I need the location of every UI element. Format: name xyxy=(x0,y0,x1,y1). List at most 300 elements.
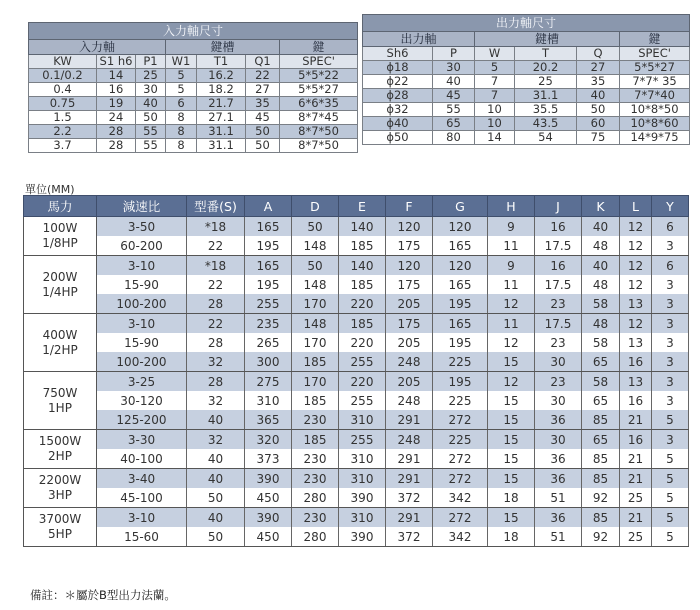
table-cell: 165 xyxy=(433,314,488,334)
table-cell: 230 xyxy=(292,410,339,430)
table-cell: ϕ18 xyxy=(363,61,433,75)
table-cell: 3 xyxy=(652,430,689,450)
table-cell: 51 xyxy=(535,527,582,547)
table-cell: 22 xyxy=(246,69,280,83)
table-row xyxy=(24,314,689,334)
table-cell: 15 xyxy=(488,391,535,410)
input-shaft-table xyxy=(28,22,358,153)
table-cell: 3-25 xyxy=(97,372,187,392)
table-cell: 40 xyxy=(187,469,245,489)
output-group-keyway: 鍵槽 xyxy=(475,32,620,47)
table-cell: 50 xyxy=(136,111,166,125)
table-cell: 170 xyxy=(292,333,339,352)
table-row xyxy=(24,256,689,276)
table-cell: 65 xyxy=(582,430,620,450)
table-cell: 10*8*60 xyxy=(620,117,690,131)
remark-note: 備註：＊屬於B型出力法蘭。 xyxy=(30,588,176,602)
power-rating-cell xyxy=(24,256,97,314)
table-cell: 5 xyxy=(652,469,689,489)
power-rating-line: 1/2HP xyxy=(42,342,78,357)
table-cell: 255 xyxy=(339,430,386,450)
power-rating-line: 750W xyxy=(42,385,78,400)
table-cell: 30 xyxy=(433,61,475,75)
table-cell: 32 xyxy=(187,430,245,450)
table-cell: 272 xyxy=(433,410,488,430)
table-cell: 225 xyxy=(433,352,488,372)
table-row xyxy=(363,103,690,117)
table-cell: 195 xyxy=(433,294,488,314)
column-header: D xyxy=(292,196,339,217)
table-cell: 30 xyxy=(535,391,582,410)
table-cell: 120 xyxy=(433,217,488,237)
table-row xyxy=(24,391,689,410)
table-cell: 22 xyxy=(187,314,245,334)
table-row xyxy=(24,333,689,352)
table-cell: 40 xyxy=(187,449,245,469)
table-cell: 17.5 xyxy=(535,314,582,334)
power-rating-line: 200W xyxy=(42,269,78,284)
power-rating-line: 2200W xyxy=(38,473,82,487)
column-header: H xyxy=(488,196,535,217)
table-cell: 3.7 xyxy=(29,139,97,153)
table-cell: 100-200 xyxy=(97,294,187,314)
table-cell: 92 xyxy=(582,527,620,547)
table-cell: 7*7*40 xyxy=(620,89,690,103)
table-cell: 21 xyxy=(620,449,652,469)
dimension-table xyxy=(23,195,689,547)
input-group-key: 鍵 xyxy=(280,40,358,55)
table-cell: 225 xyxy=(433,391,488,410)
power-rating-line: 100W xyxy=(42,221,78,235)
table-cell: 7*7* 35 xyxy=(620,75,690,89)
column-header: E xyxy=(339,196,386,217)
table-cell: 85 xyxy=(582,449,620,469)
table-cell: 125-200 xyxy=(97,410,187,430)
table-cell: 230 xyxy=(292,469,339,489)
table-cell: 10 xyxy=(475,117,515,131)
table-cell: 16 xyxy=(620,430,652,450)
table-cell: 50 xyxy=(187,527,245,547)
table-cell: *18 xyxy=(187,256,245,276)
column-header: G xyxy=(433,196,488,217)
table-row xyxy=(363,75,690,89)
power-rating-line: 3HP xyxy=(48,488,72,502)
table-cell: 55 xyxy=(136,125,166,139)
table-cell: 165 xyxy=(433,275,488,294)
table-row xyxy=(363,131,690,145)
table-cell: 28 xyxy=(97,139,136,153)
table-cell: 40 xyxy=(187,508,245,528)
output_table-header-cell: SPEC' xyxy=(620,47,690,61)
input_table-header-cell: Q1 xyxy=(246,55,280,69)
table-cell: 45 xyxy=(433,89,475,103)
table-cell: 10 xyxy=(475,103,515,117)
power-rating-cell xyxy=(24,508,97,547)
table-cell: 291 xyxy=(386,410,433,430)
table-cell: 92 xyxy=(582,488,620,508)
table-cell: 16.2 xyxy=(197,69,246,83)
table-cell: 55 xyxy=(433,103,475,117)
table-cell: 5*5*27 xyxy=(280,83,358,97)
table-cell: 291 xyxy=(386,469,433,489)
table-cell: 85 xyxy=(582,508,620,528)
table-cell: 45-100 xyxy=(97,488,187,508)
table-cell: 255 xyxy=(245,294,292,314)
table-cell: 22 xyxy=(187,236,245,256)
table-cell: 185 xyxy=(292,391,339,410)
table-cell: 120 xyxy=(386,217,433,237)
table-cell: 185 xyxy=(339,314,386,334)
table-cell: 3 xyxy=(652,352,689,372)
table-cell: 15-90 xyxy=(97,275,187,294)
power-rating-line: 1/4HP xyxy=(42,284,78,299)
table-cell: 272 xyxy=(433,449,488,469)
table-cell: 175 xyxy=(386,314,433,334)
table-cell: ϕ50 xyxy=(363,131,433,145)
table-cell: 27 xyxy=(246,83,280,97)
table-row xyxy=(29,83,358,97)
table-cell: 6*6*35 xyxy=(280,97,358,111)
table-cell: 16 xyxy=(620,391,652,410)
table-cell: 291 xyxy=(386,508,433,528)
table-cell: 185 xyxy=(339,236,386,256)
power-rating-line: 1500W xyxy=(38,434,82,448)
table-cell: 205 xyxy=(386,294,433,314)
table-cell: 21 xyxy=(620,508,652,528)
table-cell: 28 xyxy=(187,333,245,352)
output_table-header-cell: Q xyxy=(577,47,620,61)
input-group-keyway: 鍵槽 xyxy=(166,40,280,55)
table-cell: 310 xyxy=(245,391,292,410)
table-cell: 19 xyxy=(97,97,136,111)
power-rating-line: 5HP xyxy=(48,527,72,541)
column-header: J xyxy=(535,196,582,217)
table-cell: 3-10 xyxy=(97,314,187,334)
power-rating-cell xyxy=(24,430,97,469)
table-cell: 50 xyxy=(246,125,280,139)
table-cell: 30 xyxy=(535,352,582,372)
table-cell: 13 xyxy=(620,372,652,392)
table-cell: 12 xyxy=(620,236,652,256)
table-cell: 60 xyxy=(577,117,620,131)
table-cell: 40 xyxy=(187,410,245,430)
table-row xyxy=(24,527,689,547)
table-cell: 140 xyxy=(339,256,386,276)
table-cell: 265 xyxy=(245,333,292,352)
table-cell: 15 xyxy=(488,352,535,372)
table-cell: 365 xyxy=(245,410,292,430)
table-cell: 15 xyxy=(488,508,535,528)
table-cell: 8*7*45 xyxy=(280,111,358,125)
table-cell: 5 xyxy=(652,508,689,528)
table-cell: 48 xyxy=(582,236,620,256)
table-cell: 390 xyxy=(339,527,386,547)
table-cell: 205 xyxy=(386,372,433,392)
table-cell: 225 xyxy=(433,430,488,450)
table-cell: 342 xyxy=(433,488,488,508)
table-cell: 23 xyxy=(535,372,582,392)
input_table-header-cell: KW xyxy=(29,55,97,69)
table-cell: ϕ22 xyxy=(363,75,433,89)
table-row xyxy=(24,508,689,528)
table-cell: 36 xyxy=(535,469,582,489)
table-cell: 13 xyxy=(620,294,652,314)
table-cell: 16 xyxy=(535,217,582,237)
output_table-header-cell: W xyxy=(475,47,515,61)
table-cell: 280 xyxy=(292,488,339,508)
table-cell: 35 xyxy=(246,97,280,111)
table-cell: 185 xyxy=(292,352,339,372)
table-cell: 6 xyxy=(652,217,689,237)
table-cell: 3 xyxy=(652,314,689,334)
table-cell: 120 xyxy=(433,256,488,276)
power-rating-line: 400W xyxy=(42,327,78,342)
table-cell: 185 xyxy=(292,430,339,450)
table-cell: 12 xyxy=(620,275,652,294)
table-cell: 1.5 xyxy=(29,111,97,125)
table-cell: 11 xyxy=(488,275,535,294)
table-row xyxy=(24,469,689,489)
table-cell: 272 xyxy=(433,508,488,528)
table-cell: 9 xyxy=(488,256,535,276)
table-cell: 21 xyxy=(620,469,652,489)
table-cell: 291 xyxy=(386,449,433,469)
output_table-header-cell: Sh6 xyxy=(363,47,433,61)
table-row xyxy=(29,125,358,139)
table-cell: 220 xyxy=(339,294,386,314)
table-cell: 43.5 xyxy=(515,117,577,131)
table-cell: 310 xyxy=(339,469,386,489)
table-cell: 31.1 xyxy=(197,125,246,139)
table-cell: 140 xyxy=(339,217,386,237)
input_table-header-cell: T1 xyxy=(197,55,246,69)
table-row xyxy=(24,430,689,450)
table-cell: 165 xyxy=(245,217,292,237)
table-cell: 11 xyxy=(488,236,535,256)
table-cell: 50 xyxy=(292,217,339,237)
table-cell: 165 xyxy=(245,256,292,276)
unit-label: 單位(MM) xyxy=(25,183,75,196)
table-cell: 15-60 xyxy=(97,527,187,547)
table-cell: 7 xyxy=(475,75,515,89)
table-cell: 18 xyxy=(488,488,535,508)
table-cell: 50 xyxy=(187,488,245,508)
table-cell: 31.1 xyxy=(197,139,246,153)
table-cell: 25 xyxy=(515,75,577,89)
column-header: A xyxy=(245,196,292,217)
table-cell: 48 xyxy=(582,275,620,294)
table-cell: 220 xyxy=(339,372,386,392)
table-cell: 3-10 xyxy=(97,256,187,276)
table-cell: 27 xyxy=(577,61,620,75)
table-row xyxy=(29,111,358,125)
table-cell: 248 xyxy=(386,430,433,450)
table-cell: 280 xyxy=(292,527,339,547)
table-cell: 40-100 xyxy=(97,449,187,469)
table-cell: 170 xyxy=(292,372,339,392)
table-cell: 195 xyxy=(433,372,488,392)
table-cell: 55 xyxy=(136,139,166,153)
table-cell: 18 xyxy=(488,527,535,547)
column-header: 減速比 xyxy=(97,196,187,217)
table-cell: 65 xyxy=(582,352,620,372)
table-row xyxy=(29,97,358,111)
table-cell: 100-200 xyxy=(97,352,187,372)
table-cell: 58 xyxy=(582,294,620,314)
table-cell: 50 xyxy=(246,139,280,153)
power-rating-line: 1HP xyxy=(48,400,72,415)
table-cell: 25 xyxy=(620,527,652,547)
output-group-shaft: 出力軸 xyxy=(363,32,475,47)
table-cell: *18 xyxy=(187,217,245,237)
table-cell: 5 xyxy=(652,488,689,508)
table-cell: 3 xyxy=(652,275,689,294)
table-cell: 6 xyxy=(652,256,689,276)
table-cell: 17.5 xyxy=(535,236,582,256)
table-cell: 175 xyxy=(386,275,433,294)
table-cell: 35 xyxy=(577,75,620,89)
table-cell: 148 xyxy=(292,275,339,294)
table-cell: 12 xyxy=(488,294,535,314)
table-cell: 0.4 xyxy=(29,83,97,97)
table-cell: 23 xyxy=(535,294,582,314)
table-row xyxy=(24,217,689,237)
table-cell: 10*8*50 xyxy=(620,103,690,117)
table-cell: 255 xyxy=(339,352,386,372)
table-cell: 15 xyxy=(488,430,535,450)
table-cell: 23 xyxy=(535,333,582,352)
table-cell: 45 xyxy=(246,111,280,125)
table-cell: 6 xyxy=(166,97,197,111)
table-cell: 40 xyxy=(582,217,620,237)
table-cell: 373 xyxy=(245,449,292,469)
table-cell: 3-30 xyxy=(97,430,187,450)
table-cell: 9 xyxy=(488,217,535,237)
column-header: F xyxy=(386,196,433,217)
table-cell: 30 xyxy=(535,430,582,450)
table-cell: 14*9*75 xyxy=(620,131,690,145)
table-cell: 40 xyxy=(582,256,620,276)
table-cell: 48 xyxy=(582,314,620,334)
table-cell: 25 xyxy=(136,69,166,83)
table-cell: 195 xyxy=(433,333,488,352)
power-rating-line: 3700W xyxy=(38,512,82,526)
table-cell: 310 xyxy=(339,508,386,528)
table-cell: 8 xyxy=(166,139,197,153)
table-row xyxy=(363,89,690,103)
table-cell: 450 xyxy=(245,488,292,508)
table-cell: 372 xyxy=(386,527,433,547)
table-row xyxy=(29,69,358,83)
table-cell: 18.2 xyxy=(197,83,246,97)
table-cell: 7 xyxy=(475,89,515,103)
table-cell: 54 xyxy=(515,131,577,145)
table-cell: 5 xyxy=(652,449,689,469)
power-rating-line: 1/8HP xyxy=(42,236,78,250)
table-cell: 120 xyxy=(386,256,433,276)
table-cell: 148 xyxy=(292,314,339,334)
table-cell: ϕ28 xyxy=(363,89,433,103)
input-header-row xyxy=(29,55,358,69)
table-cell: 22 xyxy=(187,275,245,294)
table-cell: 2.2 xyxy=(29,125,97,139)
table-row xyxy=(363,61,690,75)
table-cell: 75 xyxy=(577,131,620,145)
table-row xyxy=(24,236,689,256)
table-cell: 342 xyxy=(433,527,488,547)
column-header: L xyxy=(620,196,652,217)
table-cell: 3 xyxy=(652,391,689,410)
table-cell: 205 xyxy=(386,333,433,352)
table-row xyxy=(363,117,690,131)
table-cell: 51 xyxy=(535,488,582,508)
table-cell: 36 xyxy=(535,508,582,528)
table-cell: 30-120 xyxy=(97,391,187,410)
input_table-header-cell: S1 h6 xyxy=(97,55,136,69)
table-cell: 272 xyxy=(433,469,488,489)
table-cell: 3 xyxy=(652,236,689,256)
table-cell: 36 xyxy=(535,410,582,430)
column-header: K xyxy=(582,196,620,217)
table-cell: 230 xyxy=(292,449,339,469)
table-cell: 24 xyxy=(97,111,136,125)
table-cell: 14 xyxy=(97,69,136,83)
table-row xyxy=(24,488,689,508)
table-cell: 450 xyxy=(245,527,292,547)
table-cell: 32 xyxy=(187,391,245,410)
table-cell: 148 xyxy=(292,236,339,256)
table-cell: 28 xyxy=(187,294,245,314)
table-cell: 28 xyxy=(187,372,245,392)
table-cell: 28 xyxy=(97,125,136,139)
table-cell: 16 xyxy=(535,256,582,276)
input_table-header-cell: SPEC' xyxy=(280,55,358,69)
table-cell: 12 xyxy=(620,256,652,276)
table-cell: 5 xyxy=(166,83,197,97)
table-cell: 31.1 xyxy=(515,89,577,103)
input-table-title: 入力軸尺寸 xyxy=(29,23,358,40)
table-cell: 15 xyxy=(488,449,535,469)
table-cell: 310 xyxy=(339,449,386,469)
dimension-header-row xyxy=(24,196,689,217)
table-cell: 248 xyxy=(386,352,433,372)
table-cell: 5*5*27 xyxy=(620,61,690,75)
input_table-header-cell: W1 xyxy=(166,55,197,69)
table-cell: 3 xyxy=(652,372,689,392)
table-cell: 170 xyxy=(292,294,339,314)
table-row xyxy=(24,449,689,469)
input-group-shaft: 入力軸 xyxy=(29,40,166,55)
table-row xyxy=(24,372,689,392)
table-cell: 16 xyxy=(620,352,652,372)
table-cell: 58 xyxy=(582,333,620,352)
table-cell: 248 xyxy=(386,391,433,410)
table-cell: 35.5 xyxy=(515,103,577,117)
table-cell: 3-40 xyxy=(97,469,187,489)
table-cell: 310 xyxy=(339,410,386,430)
table-cell: 320 xyxy=(245,430,292,450)
table-cell: 11 xyxy=(488,314,535,334)
input_table-header-cell: P1 xyxy=(136,55,166,69)
table-cell: 36 xyxy=(535,449,582,469)
output-shaft-table xyxy=(362,14,690,145)
table-cell: 50 xyxy=(577,103,620,117)
table-cell: 12 xyxy=(620,217,652,237)
table-cell: 390 xyxy=(245,508,292,528)
table-row xyxy=(24,275,689,294)
table-cell: 50 xyxy=(292,256,339,276)
output-table-title: 出力軸尺寸 xyxy=(363,15,690,32)
